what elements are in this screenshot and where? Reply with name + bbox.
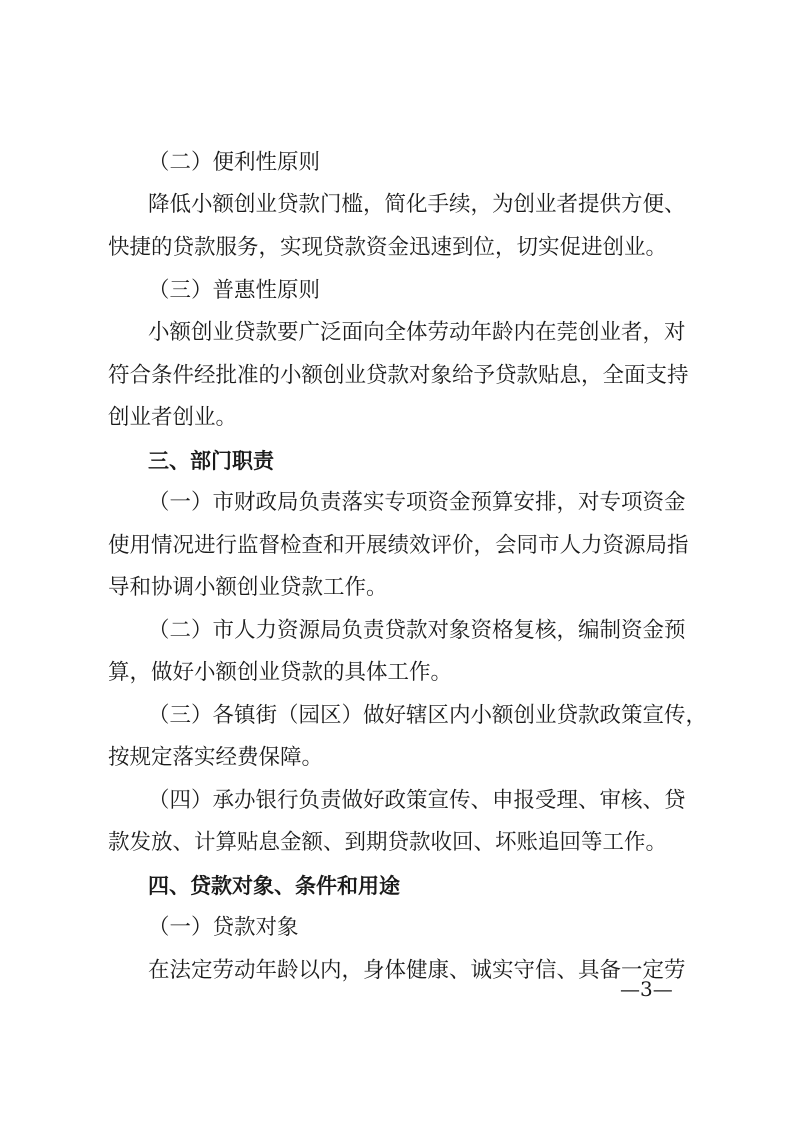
paragraph-line: 小额创业贷款要广泛面向全体劳动年龄内在莞创业者，对 — [148, 320, 686, 345]
section-heading-department-duties: 三、部门职责 — [148, 449, 274, 473]
paragraph-line: 使用情况进行监督检查和开展绩效评价，会同市人力资源局指 — [108, 533, 689, 558]
paragraph-line: 符合条件经批准的小额创业贷款对象给予贷款贴息，全面支持 — [108, 363, 689, 388]
page-number: —3— — [620, 977, 673, 1001]
subheading-loan-targets: （一）贷款对象 — [148, 915, 299, 940]
paragraph-line: 快捷的贷款服务，实现贷款资金迅速到位，切实促进创业。 — [108, 235, 668, 260]
paragraph-line: 降低小额创业贷款门槛，简化手续，为创业者提供方便、 — [148, 192, 686, 217]
paragraph-line: 款发放、计算贴息金额、到期贷款收回、坏账追回等工作。 — [108, 830, 668, 855]
paragraph-line: （三）各镇街（园区）做好辖区内小额创业贷款政策宣传， — [148, 703, 708, 728]
paragraph-line: （二）市人力资源局负责贷款对象资格复核，编制资金预 — [148, 618, 686, 643]
paragraph-line: 导和协调小额创业贷款工作。 — [108, 575, 388, 600]
paragraph-line: 创业者创业。 — [108, 405, 238, 430]
paragraph-line: （一）市财政局负责落实专项资金预算安排，对专项资金 — [148, 490, 686, 515]
paragraph-line: 按规定落实经费保障。 — [108, 745, 324, 770]
paragraph-line: 在法定劳动年龄以内，身体健康、诚实守信、具备一定劳 — [148, 958, 686, 983]
paragraph-line: 算，做好小额创业贷款的具体工作。 — [108, 660, 453, 685]
subheading-inclusive-principle: （三）普惠性原则 — [148, 278, 321, 303]
section-heading-loan-targets: 四、贷款对象、条件和用途 — [148, 874, 400, 898]
paragraph-line: （四）承办银行负责做好政策宣传、申报受理、审核、贷 — [148, 788, 686, 813]
subheading-convenience-principle: （二）便利性原则 — [148, 150, 321, 175]
